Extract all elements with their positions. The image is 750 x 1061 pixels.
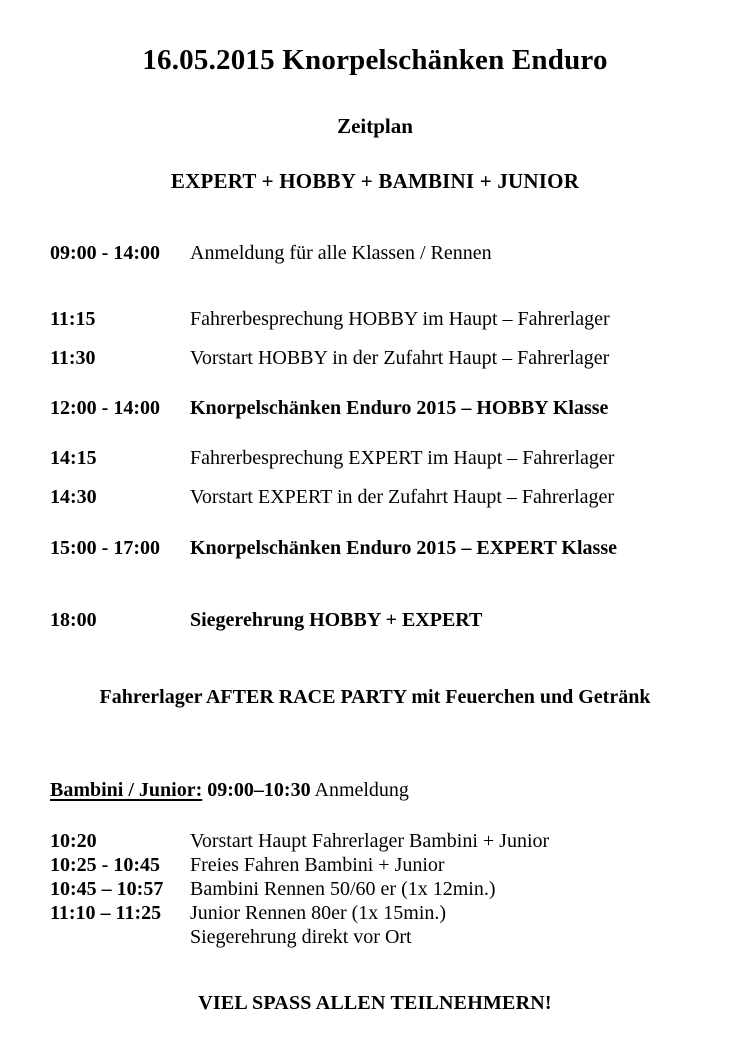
schedule-row <box>50 347 720 369</box>
row-description: Bambini Rennen 50/60 er (1x 12min.) <box>190 878 496 900</box>
schedule-row <box>50 242 720 264</box>
row-description: Fahrerbesprechung HOBBY im Haupt – Fahrerlager <box>190 308 610 330</box>
row-time: 10:25 - 10:45 <box>50 854 160 876</box>
row-time: 14:30 <box>50 486 97 508</box>
after-race-party-line: Fahrerlager AFTER RACE PARTY mit Feuerchen und Getränk <box>99 686 651 708</box>
schedule-row <box>50 877 720 901</box>
row-time: 09:00 - 14:00 <box>50 242 160 264</box>
schedule-row <box>50 829 720 853</box>
bambini-junior-time-range: 09:00–10:30 <box>207 779 311 801</box>
schedule-row <box>50 609 720 631</box>
row-description: Siegerehrung HOBBY + EXPERT <box>190 609 483 631</box>
row-description: Knorpelschänken Enduro 2015 – EXPERT Klasse <box>190 537 617 559</box>
row-description: Vorstart HOBBY in der Zufahrt Haupt – Fahrerlager <box>190 347 610 369</box>
document-title: 16.05.2015 Knorpelschänken Enduro <box>142 44 608 76</box>
schedule-row <box>50 853 720 877</box>
bambini-schedule-list <box>0 829 750 949</box>
document-subtitle: Zeitplan <box>337 114 413 138</box>
schedule-row <box>50 901 720 925</box>
row-description: Vorstart Haupt Fahrerlager Bambini + Junior <box>190 830 550 852</box>
row-description: Fahrerbesprechung EXPERT im Haupt – Fahrerlager <box>190 447 615 469</box>
row-description: Knorpelschänken Enduro 2015 – HOBBY Klasse <box>190 397 609 419</box>
bambini-junior-label: Bambini / Junior: <box>50 779 203 801</box>
row-time: 12:00 - 14:00 <box>50 397 160 419</box>
schedule-row <box>50 447 720 469</box>
row-description: Anmeldung für alle Klassen / Rennen <box>190 242 492 264</box>
bambini-junior-anmeldung-label: Anmeldung <box>314 779 409 801</box>
schedule-row <box>50 397 720 419</box>
row-time <box>50 925 190 949</box>
schedule-row <box>50 537 720 559</box>
row-time: 15:00 - 17:00 <box>50 537 160 559</box>
row-time: 11:30 <box>50 347 96 369</box>
row-description: Junior Rennen 80er (1x 15min.) <box>190 902 447 924</box>
row-description: Siegerehrung direkt vor Ort <box>190 926 412 948</box>
closing-line: VIEL SPASS ALLEN TEILNEHMERN! <box>198 992 552 1014</box>
row-time: 11:10 – 11:25 <box>50 902 162 924</box>
row-time: 11:15 <box>50 308 96 330</box>
row-time: 14:15 <box>50 447 97 469</box>
classes-heading: EXPERT + HOBBY + BAMBINI + JUNIOR <box>170 169 580 193</box>
schedule-row <box>50 486 720 508</box>
row-time: 10:20 <box>50 830 97 852</box>
main-schedule-list <box>0 242 750 631</box>
bambini-junior-heading <box>0 779 750 801</box>
row-description: Vorstart EXPERT in der Zufahrt Haupt – Fahrerlager <box>190 486 615 508</box>
row-description: Freies Fahren Bambini + Junior <box>190 854 445 876</box>
row-time: 10:45 – 10:57 <box>50 878 164 900</box>
row-time: 18:00 <box>50 609 97 631</box>
schedule-row <box>50 308 720 330</box>
schedule-row <box>50 925 720 949</box>
